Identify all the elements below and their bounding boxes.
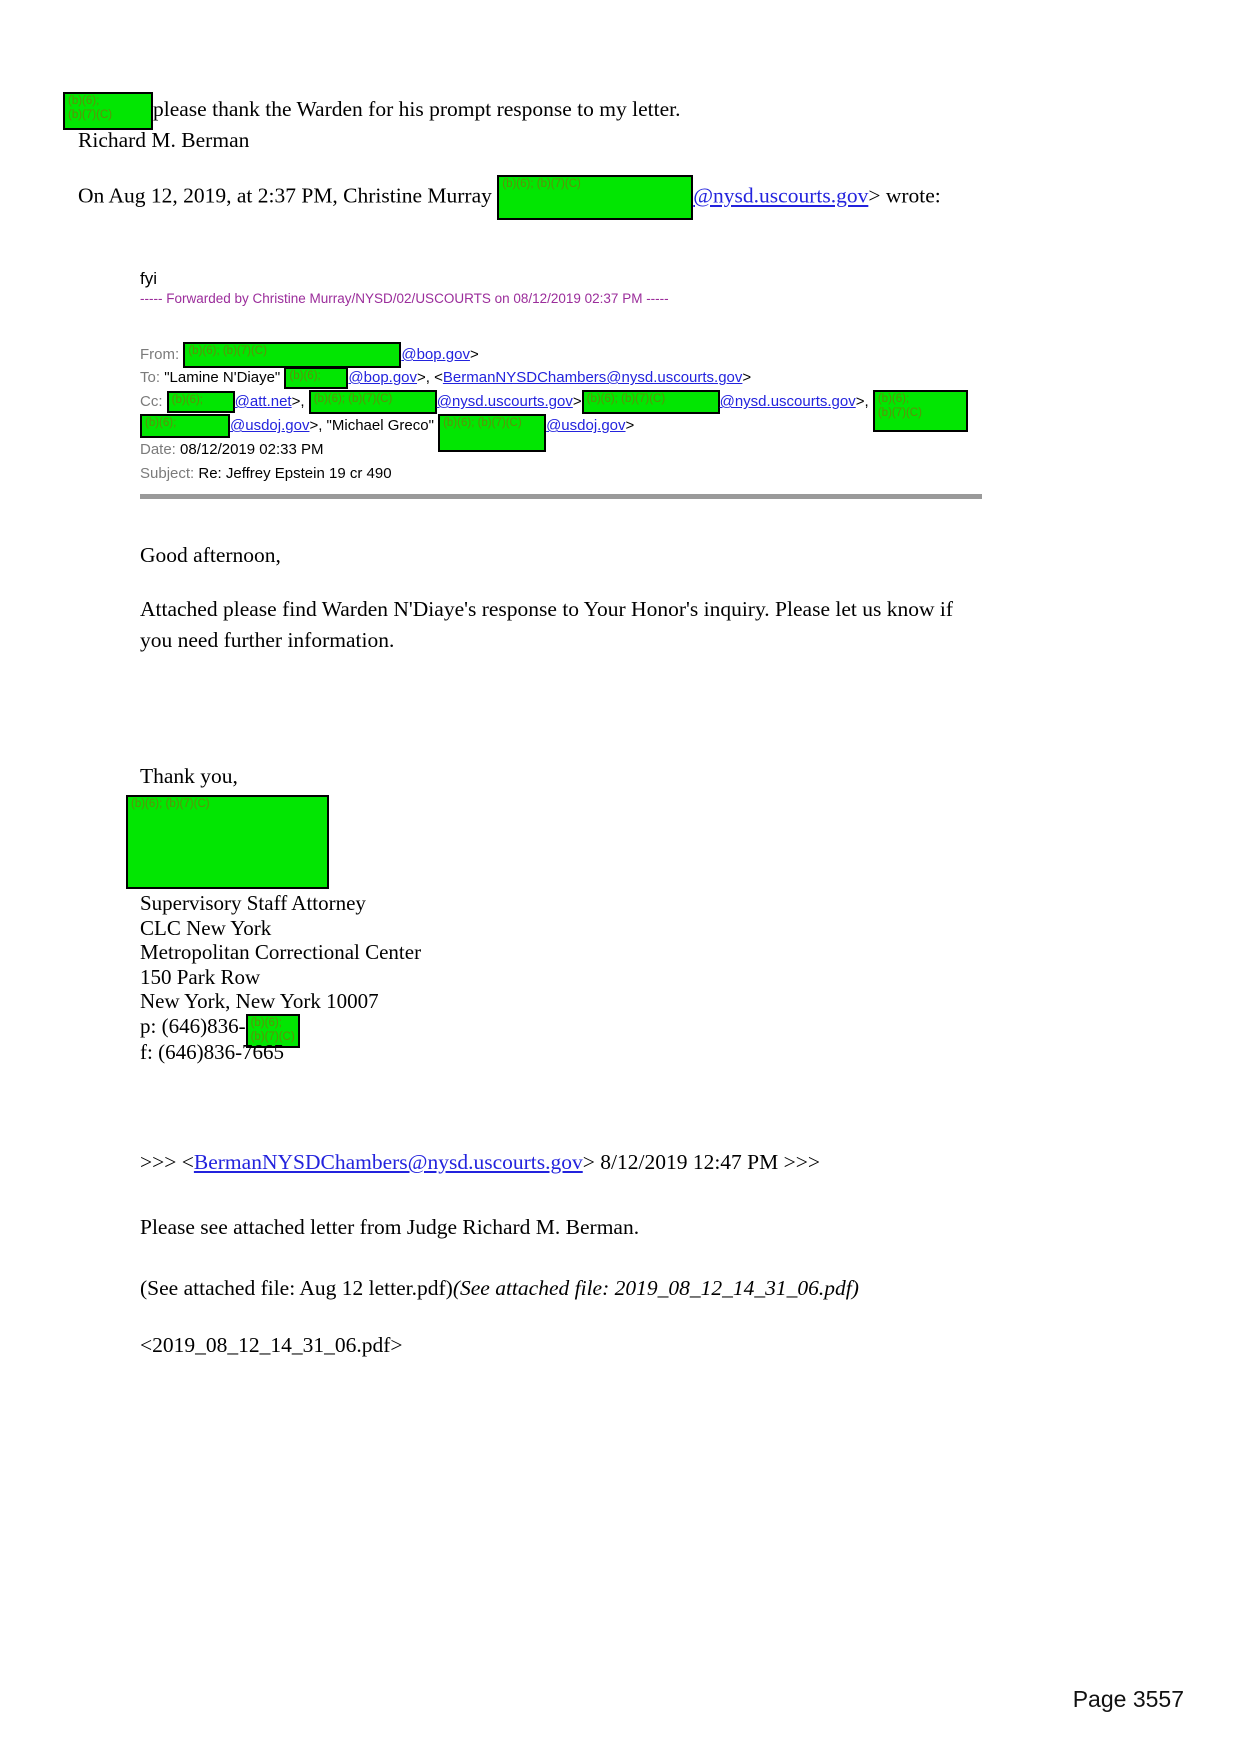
redaction-exemption-code: (b)(7)(C) bbox=[68, 109, 113, 122]
email-link[interactable]: @att.net bbox=[234, 393, 292, 411]
text-run: "Lamine N'Diaye" bbox=[164, 369, 285, 387]
attachment-note-italic: (See attached file: 2019_08_12_14_31_06.pdf) bbox=[452, 1276, 859, 1301]
text-run: >, bbox=[291, 393, 309, 411]
closing-text: Thank you, bbox=[140, 764, 238, 789]
redaction-exemption-code: (b)(7)(C) bbox=[250, 1030, 295, 1043]
text-run: >>> < bbox=[140, 1150, 194, 1175]
redaction-exemption-code: (b)(7)(C) bbox=[877, 407, 922, 420]
redaction-box bbox=[309, 390, 437, 414]
redaction-exemption-code: (b)(6); bbox=[250, 1016, 282, 1029]
text-run: 08/12/2019 02:33 PM bbox=[180, 441, 324, 459]
redaction-exemption-code: (b)(6); (b)(7)(C) bbox=[313, 393, 393, 406]
redaction-box bbox=[183, 342, 401, 368]
redaction-exemption-code: (b)(6); bbox=[68, 95, 100, 108]
text-run: > wrote: bbox=[868, 183, 941, 208]
signature-facility: Metropolitan Correctional Center bbox=[140, 940, 422, 965]
signature-redaction-wrap bbox=[126, 795, 1240, 889]
redaction-exemption-code: (b)(6); (b)(7)(C) bbox=[188, 345, 267, 358]
redaction-box bbox=[582, 390, 720, 414]
email-link[interactable]: @bop.gov bbox=[348, 369, 418, 387]
text-run: > bbox=[572, 393, 582, 411]
body-paragraph: Attached please find Warden N'Diaye's response to Your Honor's inquiry. Please let us know if you need further information. bbox=[140, 597, 954, 653]
redaction-exemption-code: (b)(6); bbox=[289, 370, 321, 383]
redaction-box bbox=[167, 391, 235, 413]
text-run: > 8/12/2019 12:47 PM >>> bbox=[582, 1150, 820, 1175]
header-field-label: From: bbox=[140, 346, 184, 364]
header-row-cc-line2 bbox=[140, 414, 1240, 438]
signature-city: New York, New York 10007 bbox=[140, 989, 379, 1014]
redaction-box bbox=[63, 92, 153, 130]
intro-section bbox=[0, 0, 1240, 153]
page-number-label: Page 3557 bbox=[1072, 1686, 1184, 1712]
letter-note: Please see attached letter from Judge Richard M. Berman. bbox=[140, 1215, 640, 1240]
signature-phone-line bbox=[140, 1013, 1240, 1043]
redaction-box bbox=[126, 795, 329, 889]
header-field-label: Date: bbox=[140, 441, 181, 459]
header-row-subject bbox=[140, 462, 1240, 486]
reply-attribution-line bbox=[78, 175, 1240, 220]
header-field-label: Cc: bbox=[140, 393, 167, 411]
header-row-to bbox=[140, 366, 1240, 390]
redaction-exemption-code: (b)(6); (b)(7)(C) bbox=[443, 417, 522, 430]
redaction-box bbox=[497, 175, 693, 220]
header-field-label: Subject: bbox=[140, 465, 199, 483]
email-link[interactable]: BermanNYSDChambers@nysd.uscourts.gov bbox=[193, 1150, 583, 1175]
signature-fax-line: f: (646)836-7665 bbox=[140, 1039, 285, 1064]
redaction-box bbox=[438, 414, 546, 452]
redaction-exemption-code: (b)(6); bbox=[171, 394, 203, 407]
text-run: > bbox=[469, 346, 479, 364]
signature-title: Supervisory Staff Attorney bbox=[140, 891, 366, 916]
forwarded-separator: ----- Forwarded by Christine Murray/NYSD/02/USCOURTS on 08/12/2019 02:37 PM ----- bbox=[140, 291, 669, 307]
mail-headers bbox=[140, 342, 1240, 486]
header-row-date bbox=[140, 438, 1240, 462]
text-run: >, < bbox=[417, 369, 443, 387]
header-field-label: To: bbox=[140, 369, 165, 387]
redaction-box bbox=[873, 390, 968, 432]
email-link[interactable]: @bop.gov bbox=[401, 346, 470, 364]
redaction-exemption-code: (b)(6); bbox=[877, 393, 910, 406]
attachment-note-normal: (See attached file: Aug 12 letter.pdf) bbox=[140, 1276, 453, 1301]
attachment-filename-ref: <2019_08_12_14_31_06.pdf> bbox=[140, 1333, 403, 1358]
signature-org: CLC New York bbox=[140, 915, 272, 940]
text-run: >, "Michael Greco" bbox=[309, 417, 439, 435]
fyi-note: fyi bbox=[140, 269, 157, 289]
redaction-exemption-code: (b)(6); bbox=[145, 417, 177, 430]
text-run: On Aug 12, 2019, at 2:37 PM, Christine Murray bbox=[78, 183, 498, 208]
sender-name: Richard M. Berman bbox=[78, 128, 250, 153]
intro-line bbox=[63, 88, 1240, 130]
text-run: p: (646)836- bbox=[140, 1013, 246, 1038]
quoted-message-header bbox=[140, 1150, 1240, 1175]
email-link[interactable]: @nysd.uscourts.gov bbox=[436, 393, 573, 411]
header-row-cc-line1 bbox=[140, 390, 1240, 420]
redaction-box bbox=[284, 367, 348, 389]
redaction-exemption-code: (b)(6); (b)(7)(C) bbox=[586, 393, 666, 406]
attachment-note-line bbox=[140, 1276, 1240, 1301]
signature-block bbox=[140, 891, 1240, 1064]
forwarded-email-block bbox=[131, 268, 1240, 1358]
text-run: > bbox=[742, 369, 752, 387]
text-run: please thank the Warden for his prompt response to my letter. bbox=[153, 97, 681, 121]
email-link[interactable]: @usdoj.gov bbox=[230, 417, 310, 435]
header-divider bbox=[140, 494, 982, 499]
redaction-exemption-code: (b)(6); (b)(7)(C) bbox=[502, 178, 581, 191]
email-link[interactable]: @nysd.uscourts.gov bbox=[693, 183, 869, 208]
text-run: > bbox=[625, 417, 635, 435]
header-row-from bbox=[140, 342, 1240, 366]
text-run: Re: Jeffrey Epstein 19 cr 490 bbox=[198, 465, 392, 483]
redaction-exemption-code: (b)(6); (b)(7)(C) bbox=[131, 798, 210, 811]
text-run: >, bbox=[855, 393, 873, 411]
greeting-text: Good afternoon, bbox=[140, 543, 281, 568]
email-link[interactable]: @usdoj.gov bbox=[546, 417, 626, 435]
email-link[interactable]: BermanNYSDChambers@nysd.uscourts.gov bbox=[442, 369, 743, 387]
redaction-box bbox=[140, 414, 230, 438]
email-link[interactable]: @nysd.uscourts.gov bbox=[719, 393, 856, 411]
signature-street: 150 Park Row bbox=[140, 964, 261, 989]
